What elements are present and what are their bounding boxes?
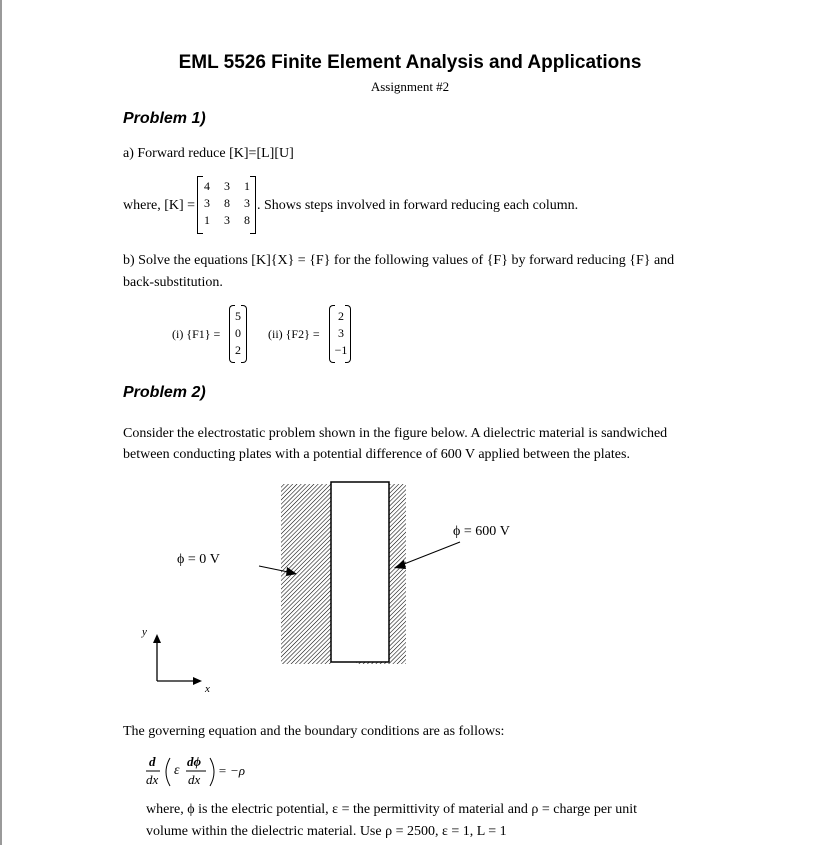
eq-rhs: = −ρ xyxy=(218,763,246,778)
problem2-para-line1: Consider the electrostatic problem shown in the figure below. A dielectric material is sandwiched xyxy=(123,426,668,441)
eq-d-numerator: d xyxy=(149,754,156,769)
document-title: EML 5526 Finite Element Analysis and Applications xyxy=(178,52,642,73)
y-axis-label: y xyxy=(142,626,147,638)
problem1-part-b-line2: back-substitution. xyxy=(123,275,223,290)
x-axis-arrow xyxy=(193,677,202,685)
f1-value: 0 xyxy=(235,326,241,340)
eq-right-paren xyxy=(210,758,214,786)
problem2-heading: Problem 2) xyxy=(123,384,206,401)
matrix-cell: 1 xyxy=(204,213,210,227)
matrix-cell: 3 xyxy=(204,196,210,210)
where-line1: where, ϕ is the electric potential, ε = the permittivity of material and ρ = charge per unit xyxy=(146,802,637,817)
problem1-heading: Problem 1) xyxy=(123,110,206,127)
f2-value: 2 xyxy=(338,309,344,323)
x-axis-label: x xyxy=(205,683,210,695)
eq-dphi: dϕ xyxy=(187,754,202,769)
eq-epsilon: ε xyxy=(174,763,180,778)
f1-value: 5 xyxy=(235,309,241,323)
matrix-cell: 3 xyxy=(224,179,230,193)
right-leader-line xyxy=(399,542,460,566)
f2-value: −1 xyxy=(334,343,348,357)
f1-label: (i) {F1} = xyxy=(172,327,221,341)
matrix-cell: 4 xyxy=(204,179,210,193)
matrix-cell: 1 xyxy=(244,179,250,193)
eq-dx-outer: dx xyxy=(146,772,159,787)
where-line2: volume within the dielectric material. Use ρ = 2500, ε = 1, L = 1 xyxy=(146,824,507,839)
problem1-part-a: a) Forward reduce [K]=[L][U] xyxy=(123,146,294,161)
eq-dx-inner: dx xyxy=(188,772,201,787)
assignment-subtitle: Assignment #2 xyxy=(370,79,450,94)
problem1-part-b-line1: b) Solve the equations [K]{X} = {F} for the following values of {F} by forward reducing {F} and xyxy=(123,253,675,268)
matrix-where-label: where, [K] = xyxy=(123,198,196,213)
matrix-cell: 3 xyxy=(244,196,250,210)
phi-left-label: ϕ = 0 V xyxy=(177,552,220,567)
f2-value: 3 xyxy=(338,326,344,340)
f2-label: (ii) {F2} = xyxy=(268,327,320,341)
matrix-cell: 8 xyxy=(244,213,250,227)
phi-right-label: ϕ = 600 V xyxy=(453,524,510,539)
f1-value: 2 xyxy=(235,343,241,357)
matrix-where-after: . Shows steps involved in forward reducing each column. xyxy=(257,198,579,213)
matrix-cell: 8 xyxy=(224,196,230,210)
y-axis-arrow xyxy=(153,634,161,643)
eq-left-paren xyxy=(166,758,170,786)
matrix-cell: 3 xyxy=(224,213,230,227)
problem2-para-line2: between conducting plates with a potential difference of 600 V applied between the plates. xyxy=(123,447,630,462)
governing-text: The governing equation and the boundary conditions are as follows: xyxy=(123,724,505,739)
dielectric-material xyxy=(331,482,389,662)
